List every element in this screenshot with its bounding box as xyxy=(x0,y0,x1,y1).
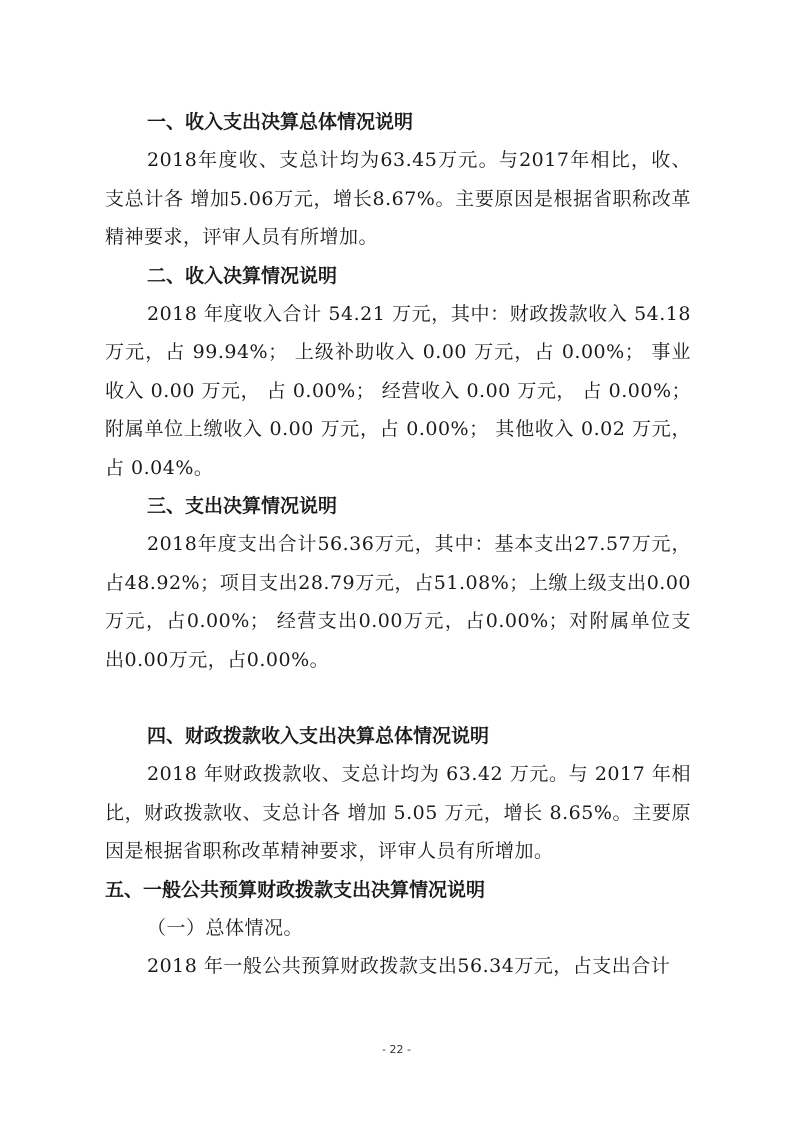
section-subheading-5-1: （一）总体情况。 xyxy=(147,916,304,939)
section-paragraph-1: 2018年度收、支总计均为63.45万元。与2017年相比，收、支总计各 增加5.06万元，增长8.67%。主要原因是根据省职称改革精神要求，评审人员有所增加。 xyxy=(105,149,691,248)
section-heading-3: 三、支出决算情况说明 xyxy=(147,495,338,517)
section-heading-2: 二、收入决算情况说明 xyxy=(147,264,338,287)
page-number: - 22 - xyxy=(382,1043,411,1056)
section-paragraph-2: 2018 年度收入合计 54.21 万元，其中：财政拨款收入 54.18 万元，占 99.94%； 上级补助收入 0.00 万元，占 0.00%； 事业收入 0.00 万元， 占 0.00%； 经营收入 0.00 万元， 占 0.00%； 附属单位上缴收入 0.00 万元，占 0.00%； 其他收入 0.02 万元，占 0.04%。 xyxy=(105,302,691,479)
section-paragraph-4: 2018 年财政拨款收、支总计均为 63.42 万元。与 2017 年相比，财政拨款收、支总计各 增加 5.05 万元，增长 8.65%。主要原因是根据省职称改革精神要求，评审人员有所增加。 xyxy=(105,763,691,862)
section-heading-5: 五、一般公共预算财政拨款支出决算情况说明 xyxy=(105,878,486,901)
blank-line xyxy=(105,679,691,717)
section-heading-1: 一、收入支出决算总体情况说明 xyxy=(147,111,414,133)
section-heading-4: 四、财政拨款收入支出决算总体情况说明 xyxy=(147,725,490,747)
section-paragraph-3: 2018年度支出合计56.36万元，其中：基本支出27.57万元，占48.92%；项目支出28.79万元，占51.08%；上缴上级支出0.00万元，占0.00%； 经营支出0.00万元，占0.00%；对附属单位支出0.00万元，占0.00%。 xyxy=(105,533,691,671)
document-body xyxy=(105,103,691,986)
section-paragraph-5: 2018 年一般公共预算财政拨款支出56.34万元，占支出合计 xyxy=(147,955,671,977)
